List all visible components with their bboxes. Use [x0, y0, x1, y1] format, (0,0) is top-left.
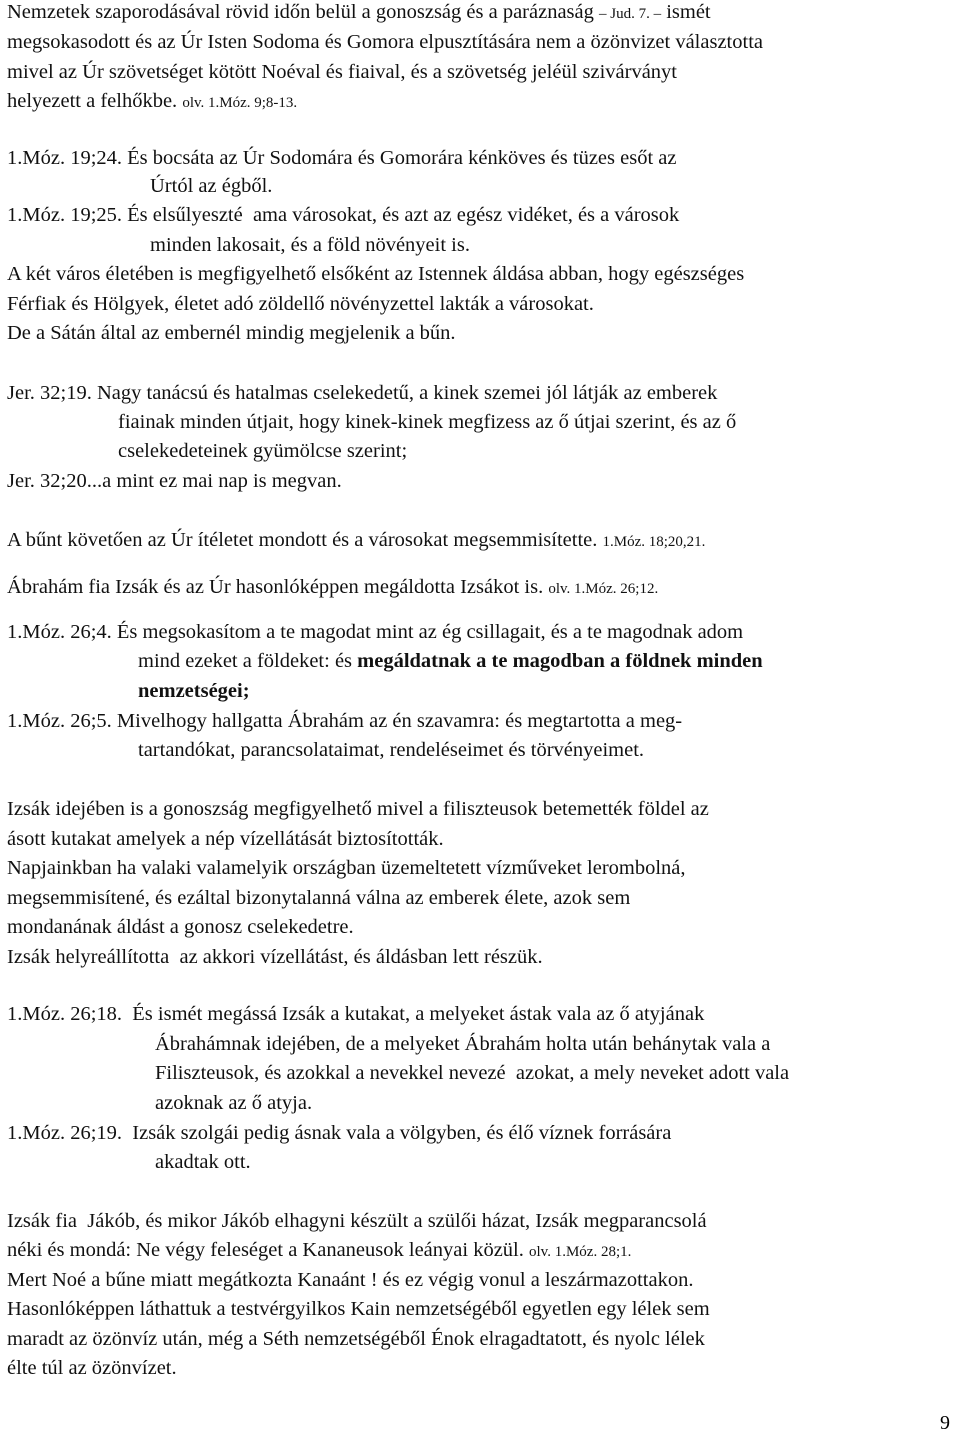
line-text: 1.Móz. 19;25. És elsűlyeszté ama városokat, és azt az egész vidéket, és a városok — [7, 204, 680, 226]
line-text: minden lakosait, és a föld növényeit is. — [150, 234, 470, 256]
text-line — [7, 1270, 693, 1291]
line-text: fiainak minden útjait, hogy kinek-kinek megfizess az ő útjai szerint, és az ő — [118, 411, 737, 433]
text-line — [7, 711, 682, 732]
page-number: 9 — [940, 1412, 950, 1434]
line-text: 1.Móz. 19;24. És bocsáta az Úr Sodomára és Gomorára kénköves és tüzes esőt az — [7, 147, 677, 169]
line-text: ásott kutakat amelyek a nép vízellátását biztosították. — [7, 828, 444, 850]
reference-note: – Jud. 7. – — [599, 6, 662, 22]
text-line — [7, 264, 744, 285]
line-text: A bűnt követően az Úr ítéletet mondott és a városokat megsemmisítette. — [7, 529, 603, 551]
line-text: Mert Noé a bűne miatt megátkozta Kanaánt ! és ez végig vonul a leszármazottakon. — [7, 1269, 694, 1291]
line-text: Napjainkban ha valaki valamelyik országban üzemeltetett vízműveket lerombolná, — [7, 857, 686, 879]
text-line — [150, 176, 272, 197]
line-text: élte túl az özönvízet. — [7, 1357, 177, 1379]
text-line — [7, 62, 677, 83]
line-text: mivel az Úr szövetséget kötött Noéval és fiaival, és a szövetség jeléül szivárványt — [7, 61, 678, 83]
text-line — [138, 740, 644, 761]
line-text: akadtak ott. — [155, 1151, 251, 1173]
text-line — [155, 1152, 251, 1173]
text-line — [7, 471, 342, 492]
text-line — [7, 1299, 710, 1320]
emphasized-text: nemzetségei; — [138, 680, 250, 702]
text-line — [7, 148, 676, 169]
text-line — [118, 441, 407, 462]
line-text: Izsák fia Jákób, és mikor Jákób elhagyni készült a szülői házat, Izsák megparancsolá — [7, 1210, 707, 1232]
text-line — [7, 91, 297, 112]
line-text: helyezett a felhőkbe. — [7, 90, 183, 112]
line-text: Jer. 32;19. Nagy tanácsú és hatalmas cselekedetű, a kinek szemei jól látják az emberek — [7, 382, 718, 404]
reference-note: olv. 1.Móz. 26;12. — [548, 581, 659, 597]
text-line — [7, 1004, 704, 1025]
text-line — [138, 681, 250, 702]
text-line — [7, 858, 686, 879]
text-line — [118, 412, 736, 433]
line-text: maradt az özönvíz után, még a Séth nemzetségéből Énok elragadtatott, és nyolc lélek — [7, 1328, 705, 1350]
line-text: 1.Móz. 26;18. És ismét megássá Izsák a kutakat, a melyeket ástak vala az ő atyjának — [7, 1003, 705, 1025]
line-text: Úrtól az égből. — [150, 175, 273, 197]
text-line — [7, 530, 705, 551]
reference-note: olv. 1.Móz. 28;1. — [529, 1244, 632, 1260]
text-line — [7, 32, 763, 53]
line-text: 1.Móz. 26;19. Izsák szolgái pedig ásnak vala a völgyben, és élő víznek forrására — [7, 1122, 672, 1144]
emphasized-text: megáldatnak a te magodban a földnek minden — [357, 650, 763, 672]
line-text: mind ezeket a földeket: és — [138, 650, 358, 672]
line-text: Ábrahám fia Izsák és az Úr hasonlóképpen megáldotta Izsákot is. — [7, 576, 549, 598]
line-text: Nemzetek szaporodásával rövid időn belül a gonoszság és a paráznaság — [7, 1, 599, 23]
text-line — [7, 2, 711, 23]
line-text: Jer. 32;20...a mint ez mai nap is megvan. — [7, 470, 342, 492]
line-text: Filiszteusok, és azokkal a nevekkel nevezé azokat, a mely neveket adott vala — [155, 1062, 790, 1084]
text-line — [7, 323, 456, 344]
line-text: néki és mondá: Ne végy feleséget a Kananeusok leányai közül. — [7, 1239, 529, 1261]
line-text: Izsák helyreállította az akkori vízellátást, és áldásban lett részük. — [7, 946, 543, 968]
text-line — [7, 577, 658, 598]
text-line — [7, 1123, 671, 1144]
line-text: Férfiak és Hölgyek, életet adó zöldellő növényzettel lakták a városokat. — [7, 293, 594, 315]
line-text: azoknak az ő atyja. — [155, 1092, 313, 1114]
line-text: cselekedeteinek gyümölcse szerint; — [118, 440, 408, 462]
line-text: Izsák idejében is a gonoszság megfigyelhető mivel a filiszteusok betemették földel az — [7, 798, 709, 820]
text-line — [155, 1063, 789, 1084]
text-line — [138, 651, 763, 672]
text-line — [7, 917, 354, 938]
text-line — [7, 622, 743, 643]
text-line — [150, 235, 470, 256]
line-text: megsokasodott és az Úr Isten Sodoma és Gomora elpusztítására nem a özönvizet választotta — [7, 31, 763, 53]
text-line — [7, 829, 444, 850]
text-line — [7, 205, 679, 226]
line-text: A két város életében is megfigyelhető elsőként az Istennek áldása abban, hogy egészséges — [7, 263, 745, 285]
line-text: De a Sátán által az embernél mindig megjelenik a bűn. — [7, 322, 456, 344]
text-line — [7, 947, 543, 968]
text-line — [7, 888, 630, 909]
text-line — [7, 1358, 177, 1379]
line-text: 1.Móz. 26;4. És megsokasítom a te magodat mint az ég csillagait, és a te magodnak adom — [7, 621, 744, 643]
text-line — [7, 799, 709, 820]
text-line — [7, 1211, 707, 1232]
line-text: 1.Móz. 26;5. Mivelhogy hallgatta Ábrahám az én szavamra: és megtartotta a meg- — [7, 710, 683, 732]
line-text: mondanának áldást a gonosz cselekedetre. — [7, 916, 354, 938]
reference-note: 1.Móz. 18;20,21. — [602, 534, 706, 550]
line-text: ismét — [661, 1, 711, 23]
text-line — [155, 1034, 770, 1055]
text-line — [7, 294, 594, 315]
text-line — [7, 1240, 631, 1261]
line-text: Ábrahámnak idejében, de a melyeket Ábrahám holta után behánytak vala a — [155, 1033, 771, 1055]
text-line — [7, 1329, 705, 1350]
reference-note: olv. 1.Móz. 9;8-13. — [182, 95, 298, 111]
line-text: megsemmisítené, és ezáltal bizonytalanná válna az emberek élete, azok sem — [7, 887, 631, 909]
line-text: tartandókat, parancsolataimat, rendeléseimet és törvényeimet. — [138, 739, 645, 761]
line-text: Hasonlóképpen láthattuk a testvérgyilkos Kain nemzetségéből egyetlen egy lélek sem — [7, 1298, 710, 1320]
text-line — [155, 1093, 312, 1114]
text-line — [7, 383, 717, 404]
